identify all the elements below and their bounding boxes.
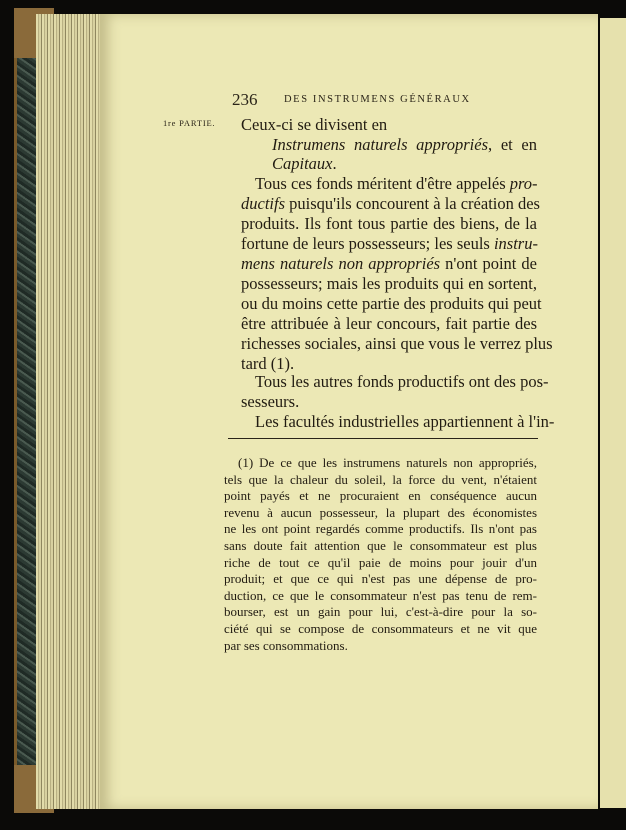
text-segment: Tous ces fonds méritent d'être appelés: [255, 174, 510, 193]
body-line: [272, 135, 537, 155]
footnote-line: revenu à aucun possesseur, la plupart des économistes: [224, 504, 537, 520]
footnote-line: duction, ce que le consommateur n'est pas tenu de rem-: [224, 587, 537, 603]
text-segment: puisqu'ils concourent à la création des: [285, 194, 540, 213]
text-segment: ou du moins cette partie des produits qui peut: [241, 294, 542, 313]
italic-text: instru-: [493, 234, 538, 253]
body-line: [255, 412, 555, 432]
text-segment: .: [332, 154, 337, 173]
text-segment: produits. Ils font tous partie des biens, de la: [241, 214, 537, 233]
body-line: [241, 294, 542, 314]
body-line: [272, 154, 337, 174]
margin-note: 1re PARTIE.: [163, 118, 216, 128]
page-number: 236: [232, 90, 258, 109]
page-header: [232, 90, 537, 110]
italic-text: Capitaux: [272, 154, 333, 173]
text-segment: être attribuée à leur concours, fait partie des: [241, 314, 537, 333]
italic-text: mens naturels non appropriés: [241, 254, 441, 273]
body-line: [255, 372, 549, 392]
body-line: [241, 115, 387, 135]
footnote-line: ne les ont point regardés comme productifs. Ils n'ont pas: [224, 521, 537, 537]
italic-text: pro-: [509, 174, 538, 193]
italic-text: Instrumens naturels appropriés: [272, 135, 488, 154]
footnote-line: riche de tout ce qu'il paie de moins pour jouir d'un: [224, 554, 537, 570]
text-segment: , et en: [488, 135, 537, 154]
running-head: DES INSTRUMENS GÉNÉRAUX: [284, 94, 471, 105]
footnote-line: bourser, est un gain pour lui, c'est-à-dire pour la so-: [224, 604, 537, 620]
body-line: [241, 392, 299, 412]
body-line: [255, 174, 537, 194]
text-segment: possesseurs; mais les produits qui en sortent,: [241, 274, 537, 293]
body-line: [241, 194, 540, 214]
footnote-line: produit; et que ce qui n'est pas une dépense de pro-: [224, 571, 537, 587]
text-segment: sesseurs.: [241, 392, 300, 411]
body-line: [241, 334, 553, 354]
body-line: [241, 254, 537, 274]
body-line: [241, 314, 537, 334]
text-segment: richesses sociales, ainsi que vous le verrez plus: [241, 334, 553, 353]
text-segment: Tous les autres fonds productifs ont des pos-: [255, 372, 549, 391]
body-line: [241, 234, 537, 254]
body-line: [241, 274, 537, 294]
facing-page-edge: [600, 18, 626, 808]
body-line: [241, 354, 294, 374]
footnote-line: ciété qui se compose de consommateurs et ne vit que: [224, 621, 537, 636]
footnote-line: (1) De ce que les instrumens naturels non appropriés,: [238, 455, 537, 470]
body-line: [241, 214, 537, 234]
page-edges: [36, 14, 104, 809]
footnote-line: par ses consommations.: [224, 637, 348, 653]
footnote-rule: [228, 438, 538, 439]
text-segment: Les facultés industrielles appartiennent à l'in-: [255, 412, 555, 431]
italic-text: ductifs: [241, 194, 285, 213]
text-segment: tard (1).: [241, 354, 295, 373]
footnote-line: point payés et ne procuraient en conséquence aucun: [224, 488, 537, 504]
text-segment: Ceux-ci se divisent en: [241, 115, 388, 134]
text-segment: fortune de leurs possesseurs; les seuls: [241, 234, 494, 253]
text-segment: n'ont point de: [440, 254, 537, 273]
footnote-line: sans doute fait attention que le consommateur est plus: [224, 538, 537, 553]
footnote-line: tels que la chaleur du soleil, la force du vent, n'étaient: [224, 471, 537, 487]
